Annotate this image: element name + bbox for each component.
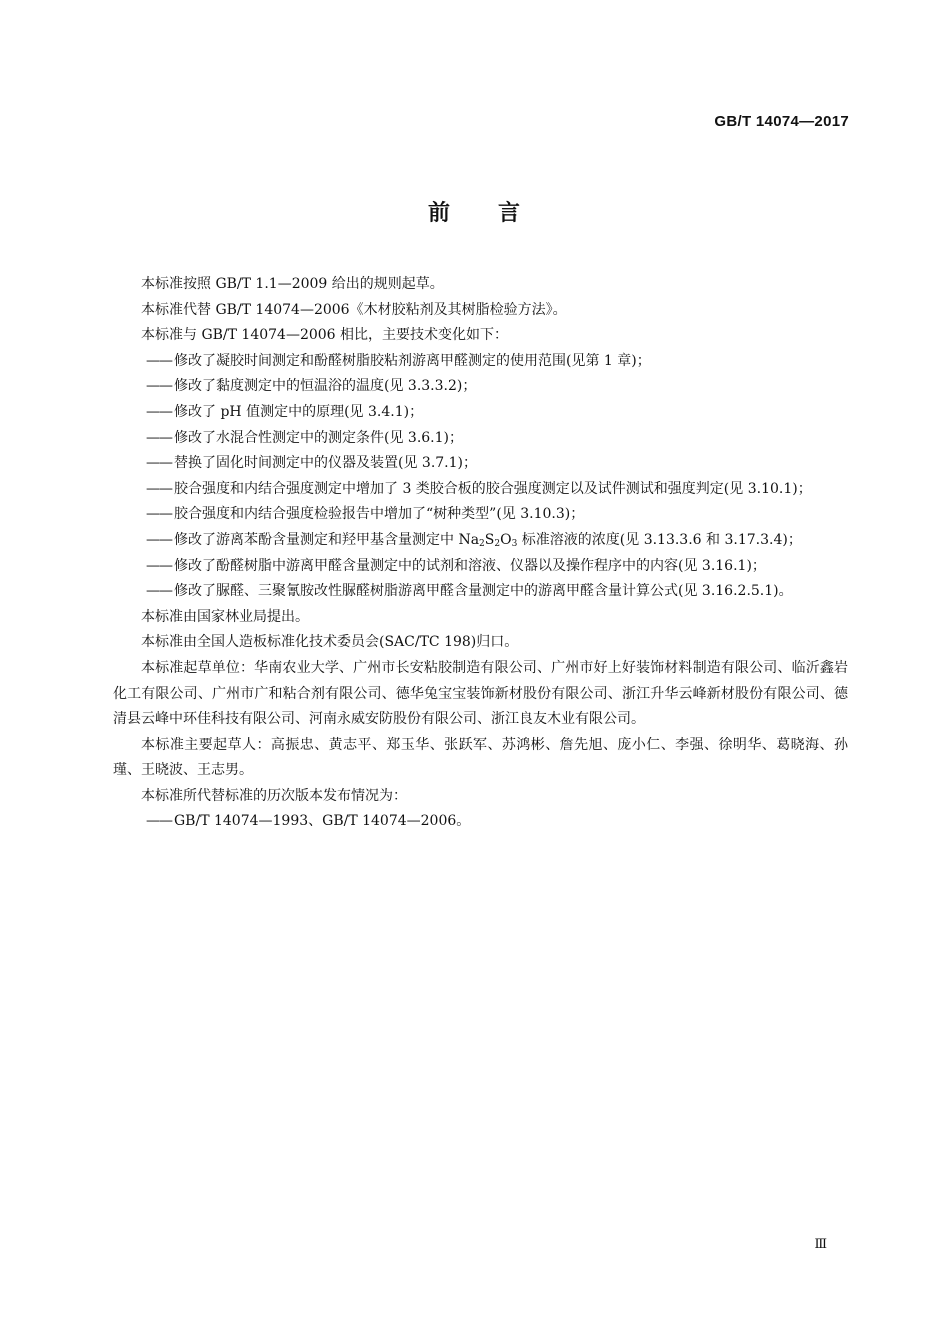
dash-mark: —— <box>146 480 172 497</box>
change-item <box>113 349 848 375</box>
history-item <box>113 809 848 835</box>
change-item <box>113 400 848 426</box>
change-text: 修改了黏度测定中的恒温浴的温度(见 3.3.3.2)； <box>174 378 477 395</box>
paragraph-replaces: 本标准代替 GB/T 14074—2006《木材胶粘剂及其树脂检验方法》。 <box>141 301 567 318</box>
dash-mark: —— <box>146 352 172 369</box>
change-text: 胶合强度和内结合强度测定中增加了 3 类胶合板的胶合强度测定以及试件测试和强度判定(见 3.10.1)； <box>174 480 812 497</box>
change-text: 胶合强度和内结合强度检验报告中增加了“树种类型”(见 3.10.3)； <box>174 506 585 523</box>
title-char-1: 前 <box>427 201 452 226</box>
change-text: 修改了酚醛树脂中游离甲醛含量测定中的试剂和溶液、仪器以及操作程序中的内容(见 3.16.1)； <box>174 557 766 574</box>
change-item <box>113 426 848 452</box>
change-item <box>113 502 848 528</box>
dash-mark: —— <box>146 378 172 395</box>
dash-mark: —— <box>146 506 172 523</box>
page-title <box>0 196 950 227</box>
dash-mark: —— <box>146 531 172 548</box>
page-number: Ⅲ <box>814 1237 827 1252</box>
dash-mark: —— <box>146 583 172 600</box>
change-text: 修改了游离苯酚含量测定和羟甲基含量测定中 Na <box>174 531 480 548</box>
paragraph-changes-intro: 本标准与 GB/T 14074—2006 相比，主要技术变化如下： <box>141 327 509 344</box>
subscript: 2 <box>479 538 485 549</box>
paragraph-drafting-rules: 本标准按照 GB/T 1.1—2009 给出的规则起草。 <box>141 276 444 292</box>
title-char-2: 言 <box>498 201 523 226</box>
paragraph-drafting-units: 本标准起草单位：华南农业大学、广州市长安粘胶制造有限公司、广州市好上好装饰材料制造有限公司、临沂鑫岩化工有限公司、广州市广和粘合剂有限公司、德华兔宝宝装饰新材股份有限公司、浙江升华云峰新材股份有限公司、德清县云峰中环佳科技有限公司、河南永威安防股份有限公司、浙江良友木业有限公司。 <box>113 659 848 728</box>
change-text: 修改了 pH 值测定中的原理(见 3.4.1)； <box>174 403 424 420</box>
dash-mark: —— <box>146 403 172 420</box>
change-text: S <box>484 531 495 548</box>
change-item <box>113 451 848 477</box>
change-text: 修改了水混合性测定中的测定条件(见 3.6.1)； <box>174 429 463 446</box>
subscript: 3 <box>511 538 518 549</box>
dash-mark: —— <box>146 813 172 830</box>
paragraph-technical-committee: 本标准由全国人造板标准化技术委员会(SAC/TC 198)归口。 <box>141 634 519 651</box>
change-text: 修改了脲醛、三聚氰胺改性脲醛树脂游离甲醛含量测定中的游离甲醛含量计算公式(见 3.16.2.5.1)。 <box>174 583 793 600</box>
change-text: 替换了固化时间测定中的仪器及装置(见 3.7.1)； <box>174 455 477 472</box>
paragraph-main-drafters: 本标准主要起草人：高振忠、黄志平、郑玉华、张跃军、苏鸿彬、詹先旭、庞小仁、李强、徐明华、葛晓海、孙瑾、王晓波、王志男。 <box>113 736 848 779</box>
history-text: GB/T 14074—1993、GB/T 14074—2006。 <box>174 813 471 830</box>
change-item <box>113 579 848 605</box>
foreword-body <box>113 272 848 835</box>
change-item <box>113 374 848 400</box>
dash-mark: —— <box>146 557 172 574</box>
standard-code: GB/T 14074—2017 <box>714 113 849 130</box>
dash-mark: —— <box>146 455 172 472</box>
paragraph-proposed-by: 本标准由国家林业局提出。 <box>141 608 309 625</box>
change-item <box>113 554 848 580</box>
change-item <box>113 528 848 554</box>
change-text: 标准溶液的浓度(见 3.13.3.6 和 3.17.3.4)； <box>517 531 802 548</box>
change-text: 修改了凝胶时间测定和酚醛树脂胶粘剂游离甲醛测定的使用范围(见第 1 章)； <box>174 352 651 369</box>
dash-mark: —— <box>146 429 172 446</box>
paragraph-history-intro: 本标准所代替标准的历次版本发布情况为： <box>141 787 407 804</box>
subscript: 2 <box>494 538 501 549</box>
change-item <box>113 477 848 503</box>
change-text: O <box>500 531 512 548</box>
